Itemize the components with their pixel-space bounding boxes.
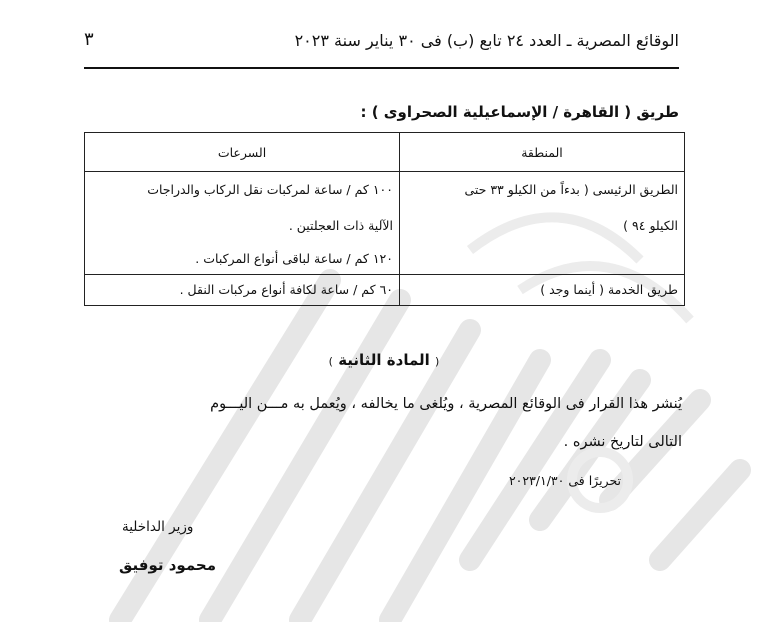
header-title: الوقائع المصرية ـ العدد ٢٤ تابع (ب) فى ٣٠ يناير سنة ٢٠٢٣ [294,31,679,50]
paren-close: ) [328,355,333,368]
header-zone: المنطقة [400,133,685,172]
issued-date: تحريرًا فى ٢٠٢٣/١/٣٠ [508,473,621,488]
speed-line: ٦٠ كم / ساعة لكافة أنواع مركبات النقل . [179,282,393,297]
table-header-row [85,133,685,172]
article-title-text: المادة الثانية [338,351,430,369]
body-paragraph-line-2: التالى لتاريخ نشره . [563,434,682,450]
table-row [85,275,685,306]
speed-line: ١٢٠ كم / ساعة لباقى أنواع المركبات . [195,251,393,266]
speed-cell [85,172,400,275]
zone-line: الكيلو ٩٤ ) [623,218,678,233]
speed-line: ١٠٠ كم / ساعة لمركبات نقل الركاب والدراجات [147,182,393,197]
signer-title: وزير الداخلية [122,519,194,535]
speed-cell [85,275,400,306]
speed-limits-table [84,132,685,306]
header-speeds: السرعات [85,133,400,172]
page-number: ٣ [84,29,94,50]
signer-name: محمود توفيق [119,556,216,574]
article-title [0,351,768,369]
zone-cell [400,275,685,306]
zone-line: طريق الخدمة ( أينما وجد ) [540,282,678,297]
page-header [84,27,679,69]
speed-line: الآلية ذات العجلتين . [288,218,393,233]
section-title: طريق ( القاهرة / الإسماعيلية الصحراوى ) : [360,103,679,121]
paren-open: ( [435,355,440,368]
body-paragraph-line-1: يُنشر هذا القرار فى الوقائع المصرية ، ويُلغى ما يخالفه ، ويُعمل به مـــن اليـــوم [210,396,682,412]
zone-line: الطريق الرئيسى ( بدءاً من الكيلو ٣٣ حتى [464,182,678,197]
table-row [85,172,685,275]
zone-cell [400,172,685,275]
